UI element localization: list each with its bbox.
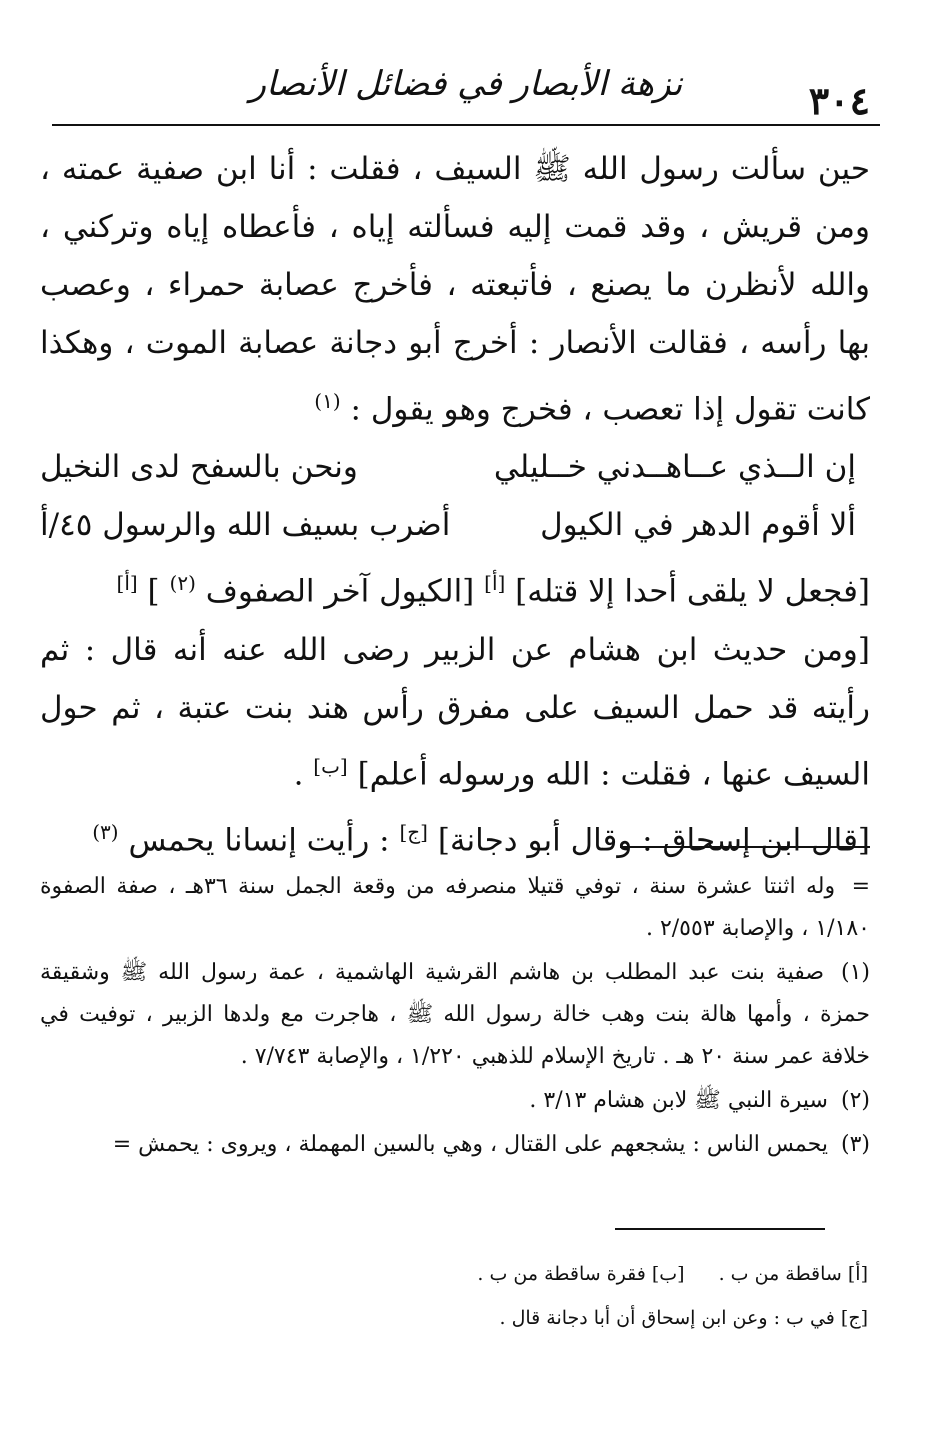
paragraph-4-start: [قال ابن إسحاق : وقال أبو دجانة] [437, 822, 870, 859]
variant-note-a: [أ] ساقطة من ب . [718, 1263, 868, 1285]
page-header [52, 60, 880, 123]
footnote-text: سيرة النبي ﷺ لابن هشام ٣/١٣ . [529, 1088, 828, 1113]
verse-first-half: ألا أقوم الدهر في الكيول [540, 507, 856, 544]
footnote-ref-2[interactable]: (٢) [169, 571, 196, 596]
paragraph-2-mid: [الكيول آخر الصفوف [205, 573, 475, 610]
footnote-marker: (٣) [840, 1132, 870, 1157]
variant-separator [615, 1228, 825, 1230]
variant-ref-a[interactable]: [أ] [484, 571, 506, 596]
page-number: ٣٠٤ [808, 78, 870, 123]
verse-second-half: أضرب بسيف الله والرسول ٤٥/أ [40, 507, 451, 544]
poem-verse [40, 496, 856, 554]
footnote-marker: (٢) [840, 1088, 870, 1113]
book-title: نزهة الأبصار في فضائل الأنصار [249, 64, 683, 104]
variant-note-b: [ب] فقرة ساقطة من ب . [477, 1263, 685, 1285]
footnote-text: يحمس الناس : يشجعهم على القتال ، وهي بالسين المهملة ، ويروى : يحمش = [112, 1132, 828, 1157]
poem-verse [40, 438, 856, 496]
manuscript-variants [40, 1252, 868, 1340]
header-rule [52, 124, 880, 126]
footnotes [40, 866, 870, 1168]
footnote-marker: = [851, 874, 870, 899]
footnote-ref-3[interactable]: (٣) [92, 819, 119, 844]
verse-second-half: ونحن بالسفح لدى النخيل [40, 449, 358, 486]
footnote-2 [40, 1080, 870, 1122]
footnote-ref-1[interactable]: (١) [314, 389, 341, 413]
footnote-3 [40, 1124, 870, 1166]
paragraph-3-text: [ومن حديث ابن هشام عن الزبير رضى الله عنه أنه قال : ثم رأيته قد حمل السيف على مفرق رأس هند بنت عتبة ، ثم حول السيف عنها ، فقلت : الله ورسوله أعلم] [40, 631, 870, 792]
variant-note-c: [ج] في ب : وعن ابن إسحاق أن أبا دجانة قال . [499, 1307, 868, 1329]
paragraph-1-text: حين سألت رسول الله ﷺ السيف ، فقلت : أنا ابن صفية عمته ، ومن قريش ، وقد قمت إليه فسألته إياه ، فأعطاه إياه وتركني ، والله لأنظرن ما يصنع ، فأتبعته ، فأخرج عصابة حمراء ، وعصب بها رأسه ، فقالت الأنصار : أخرج أبو دجانة عصابة الموت ، وهكذا كانت تقول إذا تعصب ، فخرج وهو يقول : [40, 151, 870, 428]
paragraph-3-end: . [293, 755, 304, 792]
variant-ref-b[interactable]: [ب] [313, 753, 348, 778]
paragraph-2 [40, 554, 870, 620]
paragraph-1 [40, 140, 870, 438]
main-text [40, 140, 870, 869]
footnote-text: وله اثنتا عشرة سنة ، توفي قتيلا منصرفه من وقعة الجمل سنة ٣٦هـ ، صفة الصفوة ١/١٨٠ ، والإصابة ٢/٥٥٣ . [40, 874, 870, 941]
variant-row [40, 1252, 868, 1296]
variant-row [40, 1296, 868, 1340]
footnote-marker: (١) [840, 960, 870, 985]
verse-first-half: إن الــذي عــاهــدني خــليلي [493, 449, 856, 486]
footnote-continuation [40, 866, 870, 950]
variant-ref-c[interactable]: [ج] [399, 819, 428, 844]
footnote-text: صفية بنت عبد المطلب بن هاشم القرشية الهاشمية ، عمة رسول الله ﷺ وشقيقة حمزة ، وأمها هالة بنت وهب خالة رسول الله ﷺ ، هاجرت مع ولدها الزبير ، توفيت في خلافة عمر سنة ٢٠ هـ . تاريخ الإسلام للذهبي ١/٢٢٠ ، والإصابة ٧/٧٤٣ . [40, 960, 870, 1069]
paragraph-4-end: : رأيت إنسانا يحمس [128, 822, 390, 859]
variant-ref-a-close[interactable]: [أ] [116, 571, 138, 596]
paragraph-4 [40, 803, 870, 869]
paragraph-2-start: [فجعل لا يلقى أحدا إلا قتله] [515, 573, 870, 610]
paragraph-2-end: ] [147, 573, 160, 610]
footnote-1 [40, 952, 870, 1078]
poem [40, 438, 856, 554]
paragraph-3 [40, 621, 870, 803]
footnote-separator [620, 846, 870, 848]
